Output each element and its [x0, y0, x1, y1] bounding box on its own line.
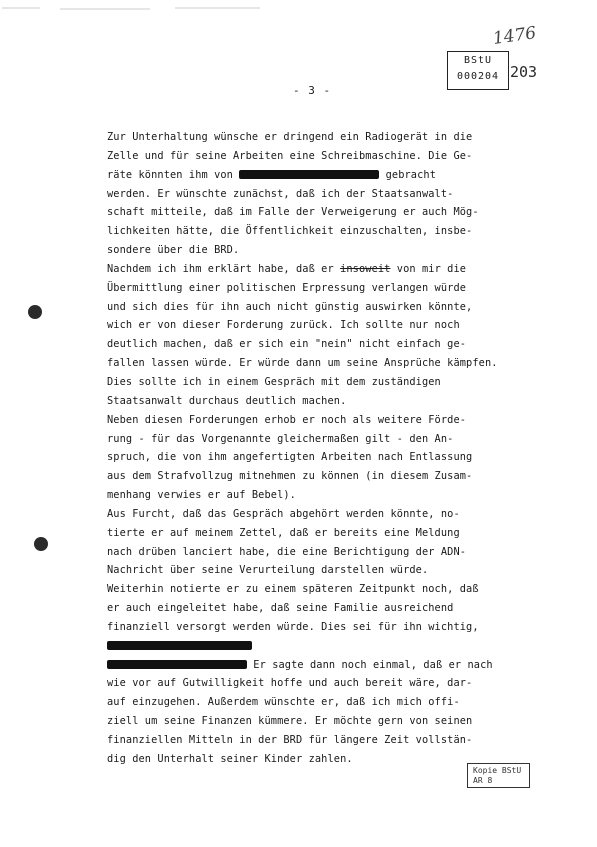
text-line: [107, 712, 547, 731]
text-line: [107, 693, 547, 712]
text-line: [107, 316, 547, 335]
text-line: [107, 731, 547, 750]
text-segment: Aus Furcht, daß das Gespräch abgehört werden könnte, no-: [107, 507, 460, 520]
text-line: [107, 656, 547, 675]
redaction-bar: [239, 170, 379, 179]
punch-hole-upper: [28, 305, 42, 319]
text-segment: lichkeiten hätte, die Öffentlichkeit einzuschalten, insbe-: [107, 225, 473, 238]
text-segment: fallen lassen würde. Er würde dann um seine Ansprüche kämpfen.: [107, 357, 498, 370]
text-line: [107, 467, 547, 486]
text-line: [107, 241, 547, 260]
stamp-number: 000204: [456, 71, 500, 82]
text-segment: und sich dies für ihn auch nicht günstig auswirken könnte,: [107, 300, 473, 313]
text-segment: Zur Unterhaltung wünsche er dringend ein Radiogerät in die: [107, 131, 473, 143]
text-segment: sondere über die BRD.: [107, 244, 240, 257]
text-line: [107, 185, 547, 204]
text-line: [107, 279, 547, 298]
text-line: [107, 128, 547, 147]
text-line: [107, 166, 547, 185]
text-segment: Staatsanwalt durchaus deutlich machen.: [107, 394, 347, 407]
text-line: [107, 618, 547, 637]
text-segment: nach drüben lanciert habe, die eine Berichtigung der ADN-: [107, 545, 467, 558]
text-segment: er auch eingeleitet habe, daß seine Familie ausreichend: [107, 602, 454, 615]
text-line: [107, 561, 547, 580]
redaction-bar: [107, 660, 247, 669]
text-line: [107, 524, 547, 543]
text-line: [107, 260, 547, 279]
text-segment: wie vor auf Gutwilligkeit hoffe und auch bereit wäre, dar-: [107, 677, 473, 690]
struck-word: insoweit: [340, 262, 391, 275]
text-line: [107, 147, 547, 166]
text-segment: auf einzugehen. Außerdem wünschte er, daß ich mich offi-: [107, 696, 460, 709]
text-line: [107, 505, 547, 524]
text-line: [107, 599, 547, 618]
text-line: [107, 637, 547, 656]
text-segment: aus dem Strafvollzug mitnehmen zu können (in diesem Zusam-: [107, 470, 473, 483]
text-line: [107, 392, 547, 411]
text-segment: Nachdem ich ihm erklärt habe, daß er: [107, 262, 341, 275]
text-line: [107, 298, 547, 317]
text-segment: wich er von dieser Forderung zurück. Ich sollte nur noch: [107, 319, 460, 332]
punch-hole-lower: [34, 537, 48, 551]
text-segment: Übermittlung einer politischen Erpressung verlangen würde: [107, 281, 467, 294]
text-segment: finanziellen Mitteln in der BRD für längere Zeit vollstän-: [107, 734, 473, 746]
text-line: [107, 411, 547, 430]
text-segment: Weiterhin notierte er zu einem späteren Zeitpunkt noch, daß: [107, 583, 479, 596]
archive-stamp: [447, 51, 509, 90]
text-segment: Neben diesen Forderungen erhob er noch als weitere Förde-: [107, 413, 467, 426]
text-line: [107, 674, 547, 693]
text-line: [107, 373, 547, 392]
handwritten-page-number: 1476: [491, 23, 538, 49]
text-segment: rung - für das Vorgenannte gleichermaßen gilt - den An-: [107, 432, 454, 445]
redaction-bar: [107, 641, 252, 650]
text-segment: Er sagte dann noch einmal, daß er nach: [247, 658, 493, 671]
text-segment: finanziell versorgt werden würde. Dies sei für ihn wichtig,: [107, 620, 479, 633]
stamp-label: BStU: [463, 55, 493, 66]
text-segment: räte könnten ihm von: [107, 168, 240, 181]
text-segment: Nachricht über seine Verurteilung darstellen würde.: [107, 564, 429, 577]
text-segment: ziell um seine Finanzen kümmere. Er möchte gern von seinen: [107, 715, 473, 728]
text-line: [107, 543, 547, 562]
letter-body: [107, 128, 547, 769]
text-segment: schaft mitteile, daß im Falle der Verweigerung er auch Mög-: [107, 206, 479, 219]
text-segment: gebracht: [379, 168, 436, 181]
text-line: [107, 486, 547, 505]
text-line: [107, 335, 547, 354]
text-segment: dig den Unterhalt seiner Kinder zahlen.: [107, 752, 353, 765]
text-line: [107, 580, 547, 599]
text-segment: Dies sollte ich in einem Gespräch mit dem zuständigen: [107, 375, 441, 388]
copy-stamp: [467, 763, 530, 788]
text-line: [107, 430, 547, 449]
copy-stamp-line2: AR 8: [473, 776, 493, 785]
text-line: [107, 222, 547, 241]
stamp-page-number: 203: [510, 63, 538, 81]
text-line: [107, 203, 547, 222]
text-segment: werden. Er wünschte zunächst, daß ich der Staatsanwalt-: [107, 187, 454, 200]
text-segment: spruch, die von ihm angefertigten Arbeiten nach Entlassung: [107, 451, 473, 464]
scan-noise-top: [0, 0, 597, 14]
text-segment: deutlich machen, daß er sich ein "nein" nicht einfach ge-: [107, 338, 467, 351]
text-line: [107, 354, 547, 373]
page-marker: - 3 -: [293, 84, 332, 97]
text-line: [107, 448, 547, 467]
text-segment: Zelle und für seine Arbeiten eine Schreibmaschine. Die Ge-: [107, 149, 473, 162]
text-segment: menhang verwies er auf Bebel).: [107, 489, 296, 502]
text-segment: von mir die: [390, 262, 467, 275]
copy-stamp-line1: Kopie BStU: [473, 766, 522, 775]
text-segment: tierte er auf meinem Zettel, daß er bereits eine Meldung: [107, 526, 460, 539]
